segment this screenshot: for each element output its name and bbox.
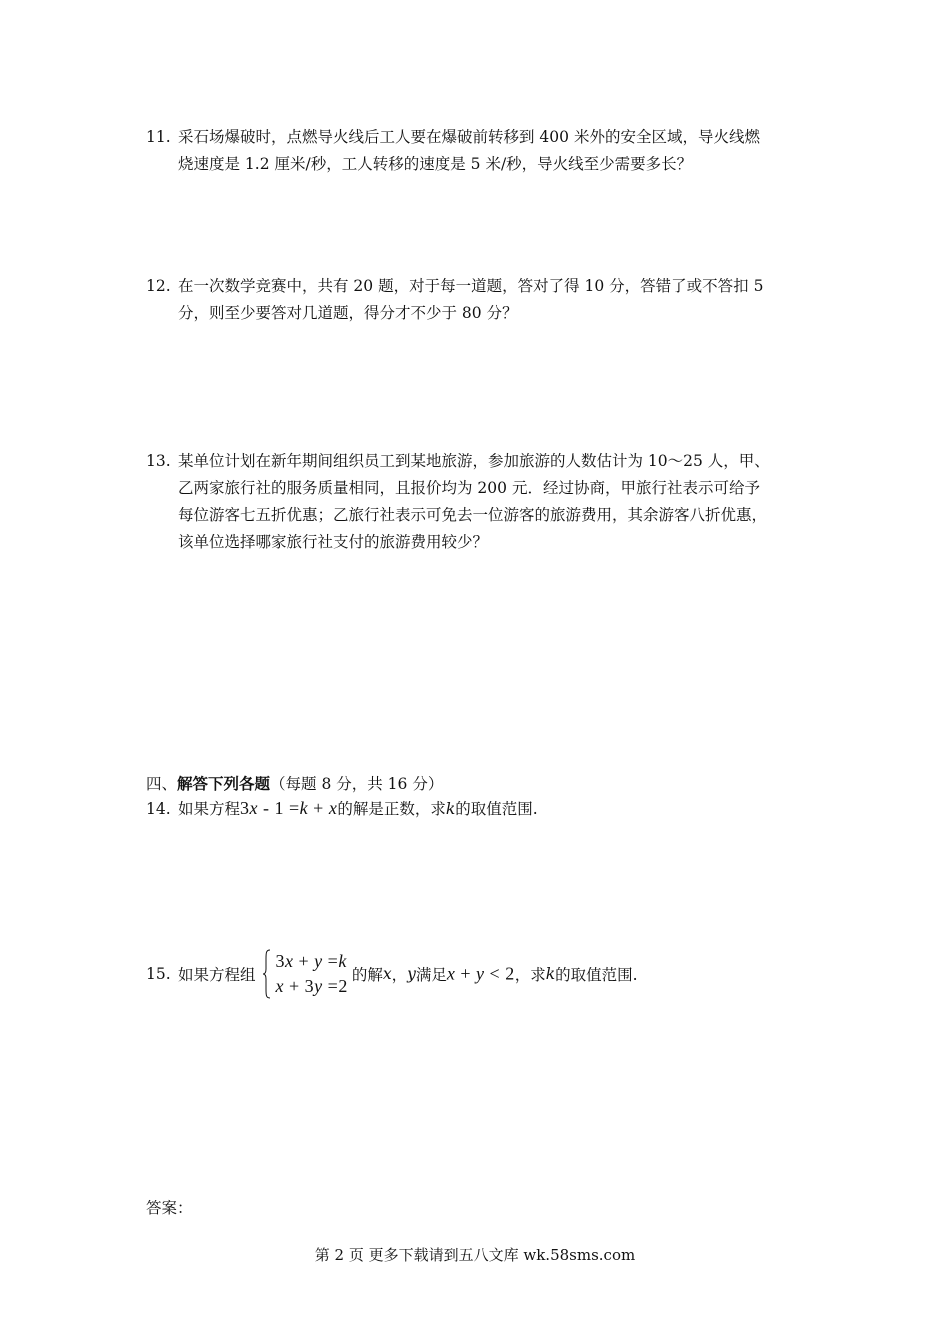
question-11: [146, 124, 826, 178]
question-12: [146, 273, 826, 327]
section-note: （每题 8 分，共 16 分）: [270, 775, 444, 793]
answer-label: 答案：: [146, 1199, 193, 1217]
section-prefix: 四、: [146, 775, 178, 793]
equation: 3x - 1 =k + x: [240, 798, 338, 818]
page-footer: 第 2 页 更多下载请到五八文库 wk.58sms.com: [314, 1246, 636, 1264]
question-text-line: 烧速度是 1.2 厘米/秒，工人转移的速度是 5 米/秒，导火线至少需要多长？: [178, 155, 693, 173]
question-number: 13.: [146, 452, 171, 470]
variable-x: x: [382, 965, 392, 983]
question-text-line: 在一次数学竞赛中，共有 20 题，对于每一道题，答对了得 10 分，答错了或不答扣 5: [178, 277, 764, 295]
question-text-line: 每位游客七五折优惠；乙旅行社表示可免去一位游客的旅游费用，其余游客八折优惠，: [178, 506, 768, 524]
question-text: 的取值范围.: [555, 966, 638, 984]
question-text-line: 乙两家旅行社的服务质量相同，且报价均为 200 元．经过协商，甲旅行社表示可给予: [178, 479, 760, 497]
question-text-line: 该单位选择哪家旅行社支付的旅游费用较少？: [178, 533, 489, 551]
question-text-line: 采石场爆破时，点燃导火线后工人要在爆破前转移到 400 米外的安全区域，导火线燃: [178, 128, 760, 146]
question-number: 15.: [146, 965, 171, 983]
equation-row: 3x + y =k: [275, 951, 347, 971]
question-14: [146, 796, 538, 821]
question-number: 12.: [146, 277, 171, 295]
question-text: ，求: [514, 966, 546, 984]
question-number: 14.: [146, 800, 171, 818]
question-13: [146, 448, 826, 556]
question-number: 11.: [146, 128, 171, 146]
section-title: 解答下列各题: [177, 774, 271, 793]
equation-system: [262, 949, 348, 999]
left-brace-icon: [262, 949, 272, 999]
variable-y: y: [407, 965, 416, 983]
inequality: x + y < 2: [446, 963, 515, 984]
question-text-line: 分，则至少要答对几道题，得分才不少于 80 分？: [178, 304, 518, 322]
variable-k: k: [445, 800, 456, 818]
question-text: 如果方程组: [178, 966, 256, 984]
variable-k: k: [545, 965, 556, 983]
section-heading-block: [146, 772, 538, 821]
question-text: 满足: [415, 966, 447, 984]
section-heading: [146, 772, 538, 796]
equation-row: x + 3y =2: [275, 976, 348, 996]
question-text: 的解是正数，求: [337, 800, 446, 818]
question-text: 如果方程: [178, 800, 241, 818]
question-text: 的解: [351, 966, 383, 984]
question-15: 15. 如果方程组 3x + y =k x + 3y =2 的解x，y满足x + y < 2，求k的取值范围.: [146, 949, 638, 999]
question-text: 的取值范围.: [455, 800, 538, 818]
question-text-line: 某单位计划在新年期间组织员工到某地旅游，参加旅游的人数估计为 10～25 人，甲、: [178, 452, 770, 470]
